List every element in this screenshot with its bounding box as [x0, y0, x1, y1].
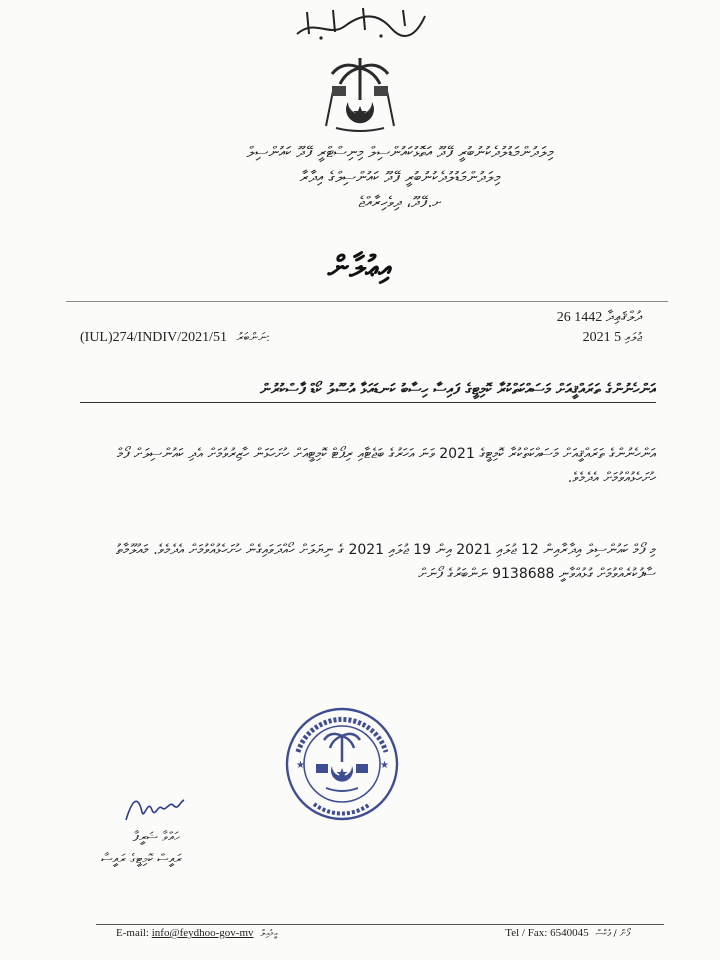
- greg-day: 5: [614, 330, 622, 345]
- letter-subject: އަންހެނުންގެ ތަރައްޤީއަށް މަސައްކަތްކުރާ ކޮމިޓީގެ ފައިސާ ހިސާބު ކަނޑައަޅާ އުސޫލު ކޯޑް ފާސްކުރުން: [80, 380, 656, 403]
- gregorian-date: [583, 330, 642, 346]
- tel-label: Tel / Fax:: [505, 927, 548, 939]
- email-label-dhivehi: އީމެއިލް: [260, 929, 278, 939]
- header-divider: [66, 301, 668, 302]
- council-seal-stamp: [284, 706, 400, 822]
- body-paragraph-1: އަންހެނުންގެ ތަރައްޤީއަށް މަސައްކަތްކުރާ ކޮމިޓީގެ 2021 ވަނަ އަހަރުގެ ބަޖެޓާއި ރިޕޯޓް ކޮމިޓީއަށް ހުށަހަޅަން ހާޒިރުވުމަށް އެދި ކައުންސިލަށް ފޯމް ހުށަހެޅުއްވުމަށް އެދެމެވެ.: [116, 446, 656, 486]
- tel-label-dhivehi: ފޯން / ފެކްސް: [595, 929, 630, 939]
- footer-email: [116, 927, 277, 939]
- signatory-name: ހައްވާ ޝަރީފާ: [132, 830, 180, 845]
- header-line-office: މިލަދުންމަޑުލުދެކުނުބުރީ ފޭދޫ ކައުންސިލްގެ އިދާރާ: [299, 168, 501, 186]
- header-line-ministry: މިލަދުންމަޑުލުދެކުނުބުރީ ފޭދޫ އަތޮޅުކައުންސިލް މިނިސްޓްރީ ފޭދޫ ކައުންސިލް: [246, 143, 554, 161]
- footer-divider: [96, 924, 664, 925]
- header-line-address: ށ.ފޭދޫ، ދިވެހިރާއްޖެ: [358, 193, 442, 211]
- body-paragraph-2: މި ފޯމް ކައުންސިލް އިދާރާއިން 12 ޖުލައި 2021 އިން 19 ޖުލައި 2021 ގެ ނިޔަލަށް ހޯއްދަވައިގެން ހުށަހެޅުއްވުމަށް އެދެމެވެ. މައުލޫމާތު ސާފުކުރެއްވުމަށް ގުޅުއްވާނީ 9138688 ނަންބަރުގެ ފޯނަށް: [116, 542, 656, 582]
- office-header: [140, 140, 660, 215]
- email-link[interactable]: info@feydhoo-gov-mv: [151, 927, 254, 939]
- handwritten-signature: [122, 790, 186, 826]
- document-title: އިޢުލާން: [327, 250, 393, 285]
- reference-number: [80, 330, 270, 346]
- national-emblem: [318, 56, 402, 132]
- bismillah-calligraphy: [285, 4, 435, 44]
- hijri-date-text: 26 ދުލްޤަޢިދާ 1442: [556, 310, 642, 325]
- signatory-title: ރައީސް ކޮމިޓީގެ ރައީސާ: [101, 852, 182, 867]
- greg-year: 2021: [582, 330, 611, 345]
- footer-phone: [505, 927, 630, 939]
- reference-number-value: (IUL)274/INDIV/2021/51: [80, 330, 227, 345]
- svg-text:★: ★: [380, 760, 389, 771]
- hijri-date: [557, 310, 642, 326]
- greg-month: ޖުލައި: [624, 330, 642, 344]
- svg-text:★: ★: [296, 760, 305, 771]
- tel-number: 6540045: [550, 927, 589, 939]
- reference-number-label: ނަންބަރު:: [236, 330, 270, 344]
- email-label: E-mail:: [116, 927, 149, 939]
